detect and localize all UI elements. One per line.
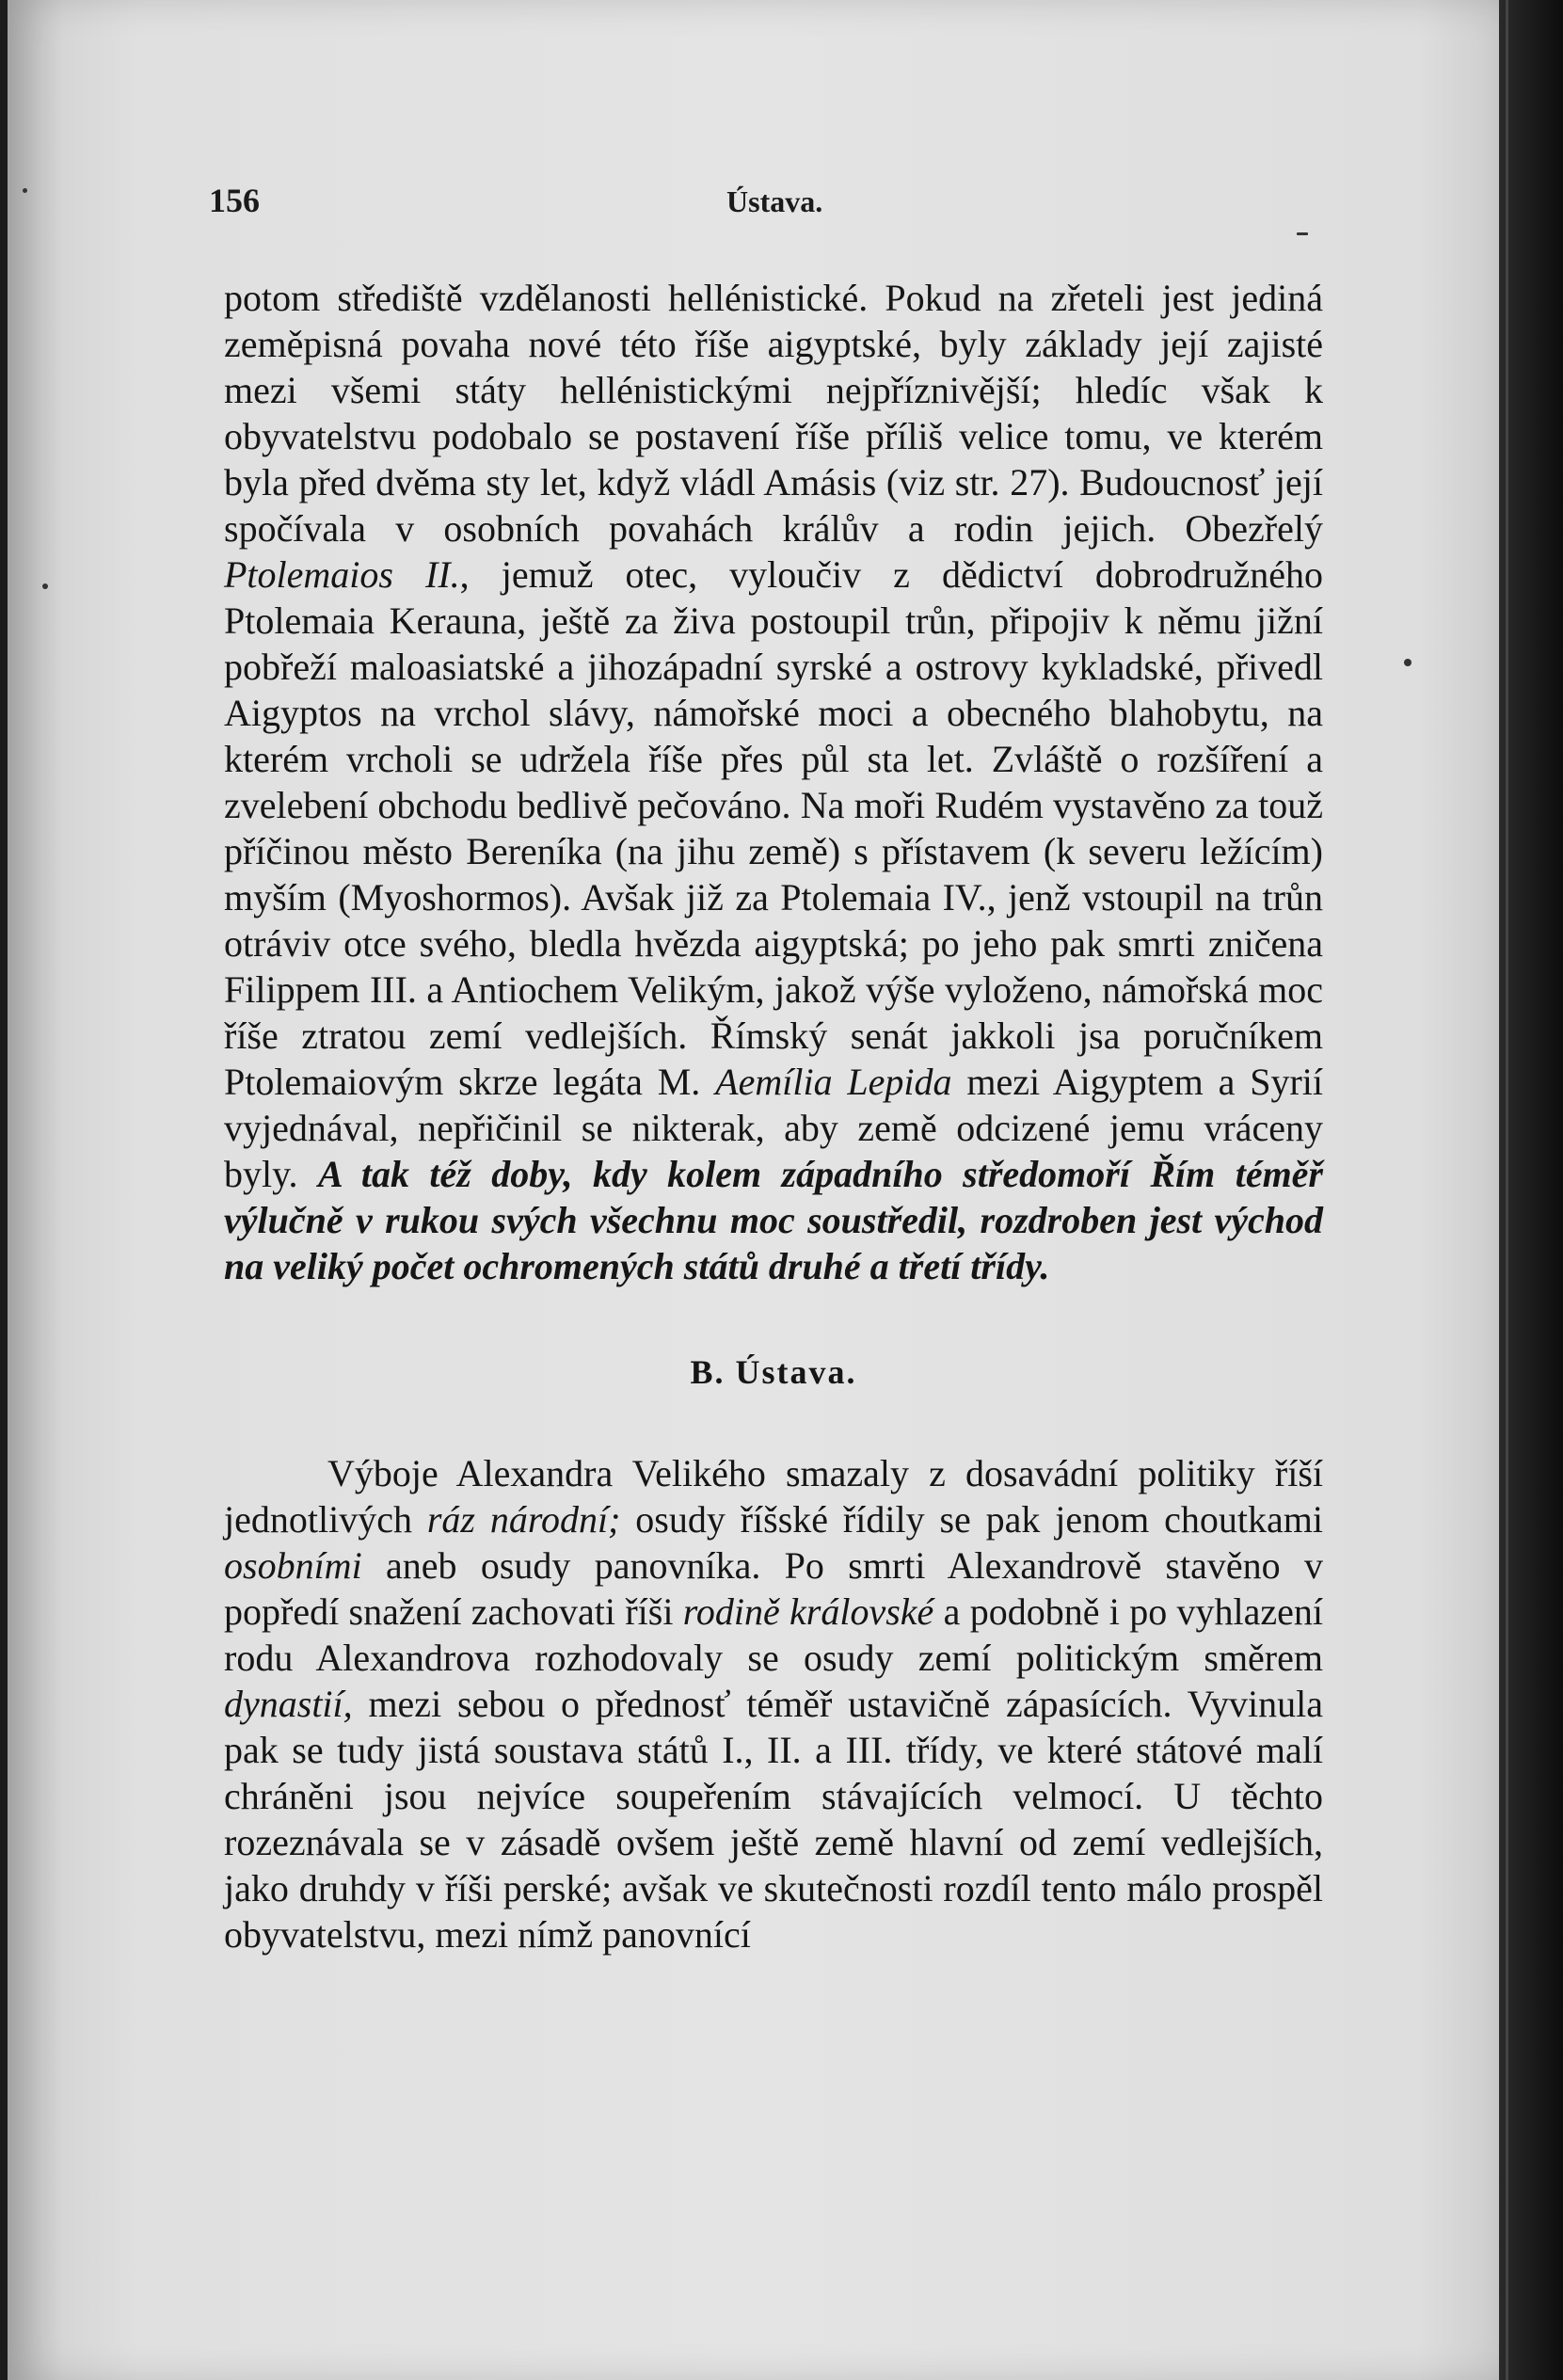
paragraph-text: osudy říšské řídily se pak jenom choutkami (620, 1498, 1323, 1541)
gutter-edge (1506, 0, 1508, 2380)
running-head: Ústava. (726, 184, 823, 218)
italic-term: osobními (224, 1544, 362, 1587)
paragraph-text: Výboje Alexandra Velikého smazaly z dosavádní politiky říší jednotlivých (224, 1452, 1323, 1541)
italic-term: dynastií, (224, 1683, 353, 1725)
emphasized-conclusion: A tak též doby, kdy kolem západního středomoří Řím téměř výlučně v rukou svých všechnu moc soustředil, rozdroben jest východ na veliký počet ochromených států druhé a třetí třídy. (224, 1153, 1324, 1287)
paragraph-text: aneb osudy panovníka. Po smrti Alexandrově stavěno v popředí snažení zachovati říši (224, 1544, 1323, 1633)
paper-speck (1404, 659, 1411, 666)
book-gutter (1499, 0, 1563, 2380)
paragraph-text: mezi Aigyptem a Syrií vyjednával, nepřičinil se nikterak, aby země odcizené jemu vráceny byly. (224, 1061, 1323, 1195)
paragraph (224, 1450, 1323, 1957)
italic-term: rodině královské (682, 1590, 934, 1633)
italic-name: Aemília Lepida (715, 1061, 952, 1103)
paragraph-text: a podobně i po vyhlazení rodu Alexandrova rozhodovaly se osudy zemí politickým směrem (224, 1590, 1324, 1679)
italic-name: Ptolemaios II. (224, 553, 460, 596)
italic-term: ráz národní; (426, 1498, 621, 1541)
paragraph-text: , jemuž otec, vyloučiv z dědictví dobrodružného Ptolemaia Kerauna, ještě za živa postoupil trůn, připojiv k němu jižní pobřeží maloasiatské a jihozápadní syrské a ostrovy kykladské, přivedl Aigyptos na vrchol slávy, námořské moci a obecného blahobytu, na kterém vrcholi se udržela říše přes půl sta let. Zvláště o rozšíření a zvelebení obchodu bedlivě pečováno. Na moři Rudém vystavěno za touž příčinou město Bereníka (na jihu země) s přístavem (k severu ležícím) myším (Myoshormos). Avšak již za Ptolemaia IV., jenž vstoupil na trůn otráviv otce svého, bledla hvězda aigyptská; po jeho pak smrti zničena Filippem III. a Antiochem Velikým, jakož výše vyloženo, námořská moc říše ztratou zemí vedlejších. Římský senát jakkoli jsa poručníkem Ptolemaiovým skrze legáta M. (224, 553, 1323, 1103)
page-body (224, 275, 1323, 1957)
paragraph-continuation (224, 275, 1323, 1289)
page-header (209, 181, 1324, 228)
paragraph-text: potom střediště vzdělanosti hellénistické. Pokud na zřeteli jest jediná zeměpisná povaha nové této říše aigyptské, byly základy její zajisté mezi všemi státy hellénistickými nejpříznivější; hledíc však k obyvatelstvu podobalo se postavení říše příliš velice tomu, ve kterém byla před dvěma sty let, když vládl Amásis (viz str. 27). Budoucnosť její spočívala v osobních povahách králův a rodin jejich. Obezřelý (224, 277, 1323, 550)
paper-speck (42, 583, 48, 589)
page-number: 156 (209, 182, 260, 219)
paragraph-text: mezi sebou o přednosť téměř ustavičně zápasících. Vyvinula pak se tudy jistá soustava států I., II. a III. třídy, ve které státové malí chráněni jsou nejvíce soupeřením stávajících velmocí. U těchto rozeznávala se v zásadě ovšem ještě země hlavní od zemí vedlejších, jako druhdy v říši perské; avšak ve skutečnosti rozdíl tento málo prospěl obyvatelstvu, mezi nímž panovnící (224, 1683, 1323, 1956)
paper-speck (23, 188, 27, 193)
paper-speck (1297, 232, 1308, 235)
section-heading: B. Ústava. (690, 1353, 857, 1391)
